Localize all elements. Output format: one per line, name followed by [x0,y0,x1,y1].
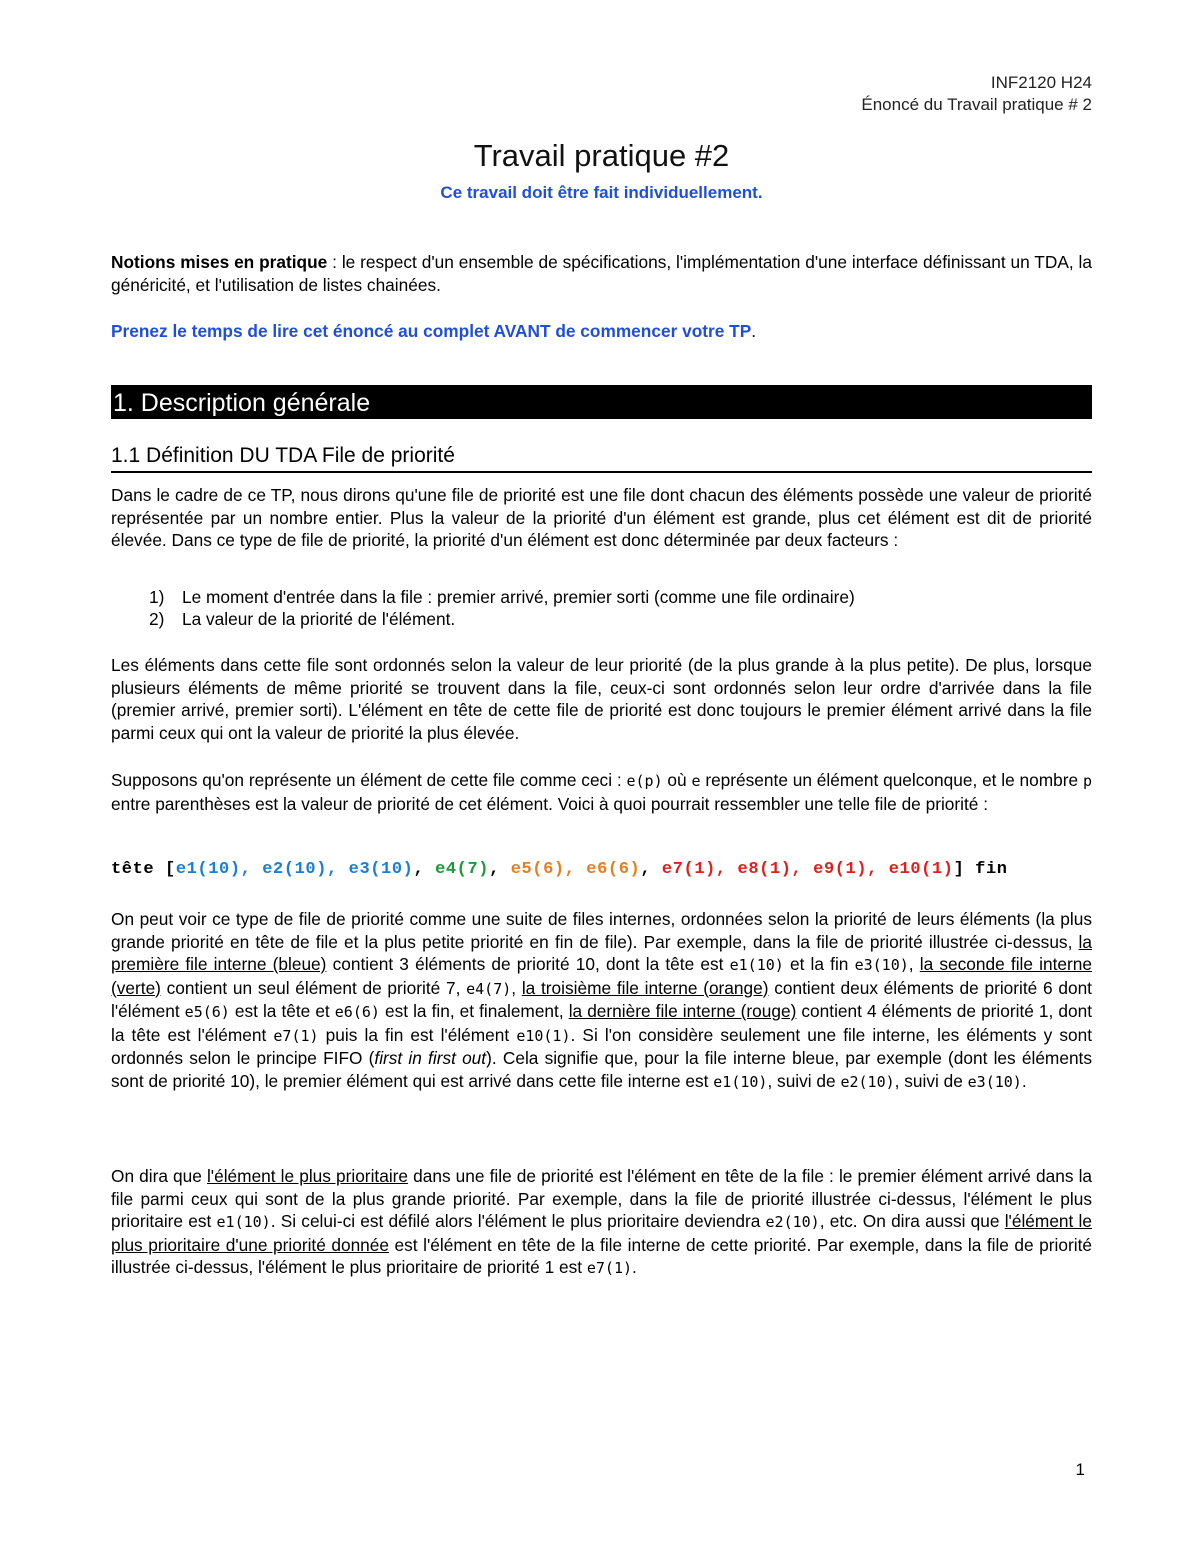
text-run: , [908,954,920,974]
code-inline: e3(10) [854,956,909,974]
queue-separator: , [489,860,511,879]
code-inline: p [1082,772,1093,790]
code-inline: e [691,772,701,790]
underlined-term: la première file interne (bleue) [111,931,1092,974]
text-run: est l'élément en tête de la file interne de cette priorité. Par exemple, dans la file de priorité illustrée ci-dessus, l'élément le plus prioritaire de priorité 1 est [111,1234,1092,1277]
queue-red-group: e7(1), e8(1), e9(1), e10(1) [661,860,954,879]
text-run: Supposons qu'on représente un élément de cette file comme ceci : [111,770,627,790]
notice-paragraph [111,320,1092,343]
code-inline: e5(6) [184,1003,230,1021]
list-item-number: 2) [149,609,165,629]
text-run: et la fin [783,954,855,974]
header-course: INF2120 H24 [990,73,1092,92]
queue-head: tête [ [111,860,176,879]
priority-queue-example [111,860,1008,879]
section-heading-1: 1. Description générale [111,385,1092,419]
underlined-term: la seconde file interne (verte) [111,954,1092,998]
text-run: ). Cela signifie que, pour la file interne bleue, par exemple (dont les éléments sont de priorité 10), le premier élément qui est arrivé dans cette file interne est [111,1048,1092,1091]
queue-orange-group: e5(6), e6(6) [510,860,641,879]
code-inline: e3(10) [967,1072,1022,1091]
paragraph-5 [111,1165,1092,1280]
text-run: où [662,770,692,790]
paragraph-2-text: Les éléments dans cette file sont ordonnés selon la valeur de leur priorité (de la plus grande à la plus petite). De plus, lorsque plusieurs éléments de même priorité se trouvent dans la file, ceux-ci sont ordonnés selon leur ordre d'arrivée dans la file (premier arrivé, premier sorti). L'élément en tête de cette file de priorité est donc toujours le premier élément arrivé dans la file parmi ceux qui ont la valeur de priorité la plus élevée. [111,655,1092,743]
section-heading-1-1: 1.1 Définition DU TDA File de priorité [111,442,1092,473]
text-run: entre parenthèses est la valeur de priorité de cet élément. Voici à quoi pourrait ressembler une telle file de priorité : [111,793,989,814]
text-run: contient 3 éléments de priorité 10, dont la tête est [326,954,730,974]
underlined-term: l'élément le plus prioritaire d'une priorité donnée [111,1211,1093,1255]
notice-text: Prenez le temps de lire cet énoncé au complet AVANT de commencer votre TP [111,321,752,341]
queue-separator: , [640,860,662,879]
page-number: 1 [1075,1460,1085,1479]
text-run: contient 4 éléments de priorité 1, dont la tête est l'élément [111,1001,1093,1045]
paragraph-2 [111,654,1092,744]
list-item [149,586,855,608]
queue-green-group: e4(7) [435,860,490,879]
code-inline: e(p) [626,772,663,790]
text-run: . [1021,1070,1027,1091]
text-run: . Si l'on considère seulement une file interne, les éléments y sont ordonnés selon le principe FIFO ( [111,1024,1092,1068]
underlined-term: la dernière file interne (rouge) [568,1001,797,1021]
text-run: est la tête et [229,1001,335,1021]
text-run: , [511,977,522,998]
notions-text: : le respect d'un ensemble de spécifications, l'implémentation d'une interface définissant un TDA, la généricité, et l'utilisation de listes chainées. [111,252,1092,295]
code-inline: e1(10) [729,956,784,974]
notions-label: Notions mises en pratique [111,252,328,272]
page-subtitle: Ce travail doit être fait individuellement. [440,183,763,202]
code-inline: e7(1) [273,1026,319,1045]
text-run: , etc. On dira aussi que [819,1211,1005,1231]
queue-tail: ] fin [953,860,1008,879]
text-run: . Si celui-ci est défilé alors l'élément le plus prioritaire deviendra [270,1211,766,1231]
text-run: . [632,1257,637,1277]
header-document-title: Énoncé du Travail pratique # 2 [861,95,1092,114]
paragraph-1-text: Dans le cadre de ce TP, nous dirons qu'une file de priorité est une file dont chacun des éléments possède une valeur de priorité représentée par un nombre entier. Plus la valeur de la priorité d'un élément est grande, plus cet élément est dit de priorité élevée. Dans ce type de file de priorité, la priorité d'un élément est donc déterminée par deux facteurs : [111,485,1092,550]
code-inline: e1(10) [216,1213,271,1231]
queue-blue-group: e1(10), e2(10), e3(10) [175,860,414,879]
text-run: On peut voir ce type de file de priorité comme une suite de files internes, ordonnées selon la priorité de leurs éléments (la plus grande priorité en tête de file et la plus petite priorité en fin de file). Par exemple, dans la file de priorité illustrée ci-dessus, [111,909,1092,952]
factor-list [149,586,855,630]
text-run: représente un élément quelconque, et le nombre [700,770,1083,790]
code-inline: e2(10) [765,1213,820,1231]
list-item [149,608,855,630]
underlined-term: la troisième file interne (orange) [521,977,769,998]
text-run: , suivi de [894,1070,968,1091]
text-run: , suivi de [767,1070,841,1091]
text-run: contient un seul élément de priorité 7, [160,977,467,998]
code-inline: e10(1) [516,1026,571,1045]
list-item-text: La valeur de la priorité de l'élément. [182,609,456,629]
code-inline: e4(7) [466,979,512,998]
italic-term: first in first out [374,1048,487,1068]
text-run: On dira que [111,1166,207,1186]
code-inline: e1(10) [713,1072,768,1091]
paragraph-1 [111,484,1092,552]
text-run: dans une file de priorité est l'élément en tête de la file : le premier élément arrivé dans la file parmi ceux qui sont de la plus grande priorité. Par exemple, dans la file de priorité illustrée ci-dessus, l'élément le plus prioritaire est [111,1166,1093,1231]
list-item-number: 1) [149,587,165,607]
underlined-term: l'élément le plus prioritaire [206,1166,409,1186]
list-item-text: Le moment d'entrée dans la file : premier arrivé, premier sorti (comme une file ordinaire) [182,587,855,607]
text-run: puis la fin est l'élément [318,1024,517,1045]
code-inline: e7(1) [586,1259,633,1277]
code-inline: e2(10) [840,1072,895,1091]
text-run: contient deux éléments de priorité 6 dont l'élément [111,977,1092,1021]
code-inline: e6(6) [334,1003,380,1021]
notions-paragraph [111,251,1092,296]
notice-end: . [751,321,757,341]
queue-separator: , [413,860,436,879]
paragraph-3 [111,769,1092,815]
text-run: est la fin, et finalement, [379,1001,569,1021]
paragraph-4 [111,908,1092,1093]
page-title: Travail pratique #2 [473,138,730,173]
